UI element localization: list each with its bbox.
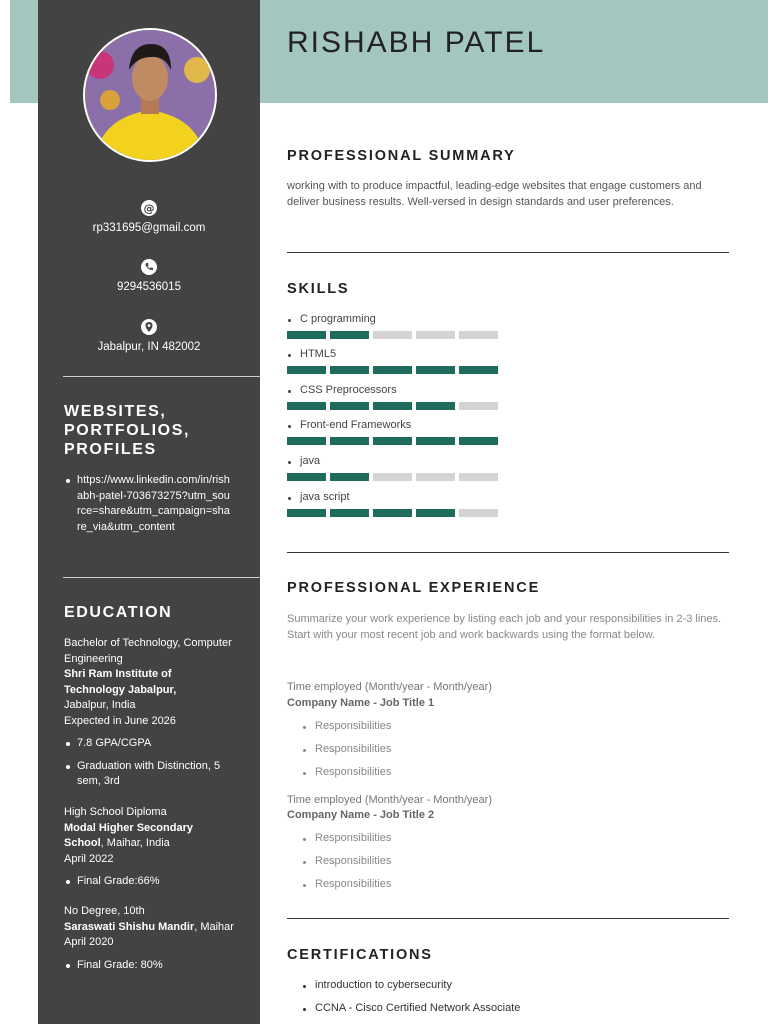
education-bullet: Final Grade:66% — [64, 874, 224, 890]
section-divider — [287, 252, 729, 253]
experience-heading: PROFESSIONAL EXPERIENCE — [287, 580, 541, 596]
education-bullet: 7.8 GPA/CGPA — [64, 736, 234, 752]
job-responsibility: Responsibilities — [302, 832, 391, 844]
skill-level-segment — [373, 437, 412, 445]
job-responsibility: Responsibilities — [302, 766, 391, 778]
skill-level-bar — [287, 473, 517, 481]
skill-level-segment — [330, 437, 369, 445]
skill-level-segment — [416, 402, 455, 410]
degree: No Degree, 10th — [64, 905, 145, 917]
skill-level-segment — [330, 509, 369, 517]
education-date: April 2020 — [64, 936, 114, 948]
contact-location — [38, 319, 260, 353]
job-time: Time employed (Month/year - Month/year) — [287, 794, 492, 806]
phone-text: 9294536015 — [117, 281, 181, 293]
certification-item: CCNA - Cisco Certified Network Associate — [302, 1002, 520, 1014]
skill-level-bar — [287, 331, 517, 339]
skill-level-segment — [459, 437, 498, 445]
education-heading: EDUCATION — [64, 604, 173, 621]
school-location: Jabalpur, India — [64, 699, 136, 711]
skill-level-segment — [459, 402, 498, 410]
certification-item: introduction to cybersecurity — [302, 979, 452, 991]
education-entry-2 — [64, 805, 224, 890]
job-title: Company Name - Job Title 2 — [287, 809, 435, 821]
skill-level-segment — [416, 509, 455, 517]
school-name: Saraswati Shishu Mandir — [64, 920, 195, 933]
skill-level-segment — [330, 366, 369, 374]
education-bullet: Graduation with Distinction, 5 sem, 3rd — [64, 759, 234, 790]
skill-level-segment — [373, 331, 412, 339]
skill-label: CSS Preprocessors — [287, 384, 517, 398]
skill-item — [287, 313, 517, 339]
job-responsibility: Responsibilities — [302, 855, 391, 867]
websites-heading: WEBSITES, PORTFOLIOS, PROFILES — [64, 403, 191, 458]
degree: Bachelor of Technology, Computer Engineering — [64, 637, 232, 665]
school-name: Shri Ram Institute of Technology Jabalpur — [64, 668, 174, 696]
skill-level-segment — [459, 366, 498, 374]
summary-heading: PROFESSIONAL SUMMARY — [287, 148, 516, 164]
school-location: , Maihar, India — [100, 837, 170, 849]
section-divider — [287, 918, 729, 919]
skill-level-segment — [287, 437, 326, 445]
skill-level-segment — [330, 402, 369, 410]
skills-heading: SKILLS — [287, 281, 350, 297]
profile-photo — [83, 28, 217, 162]
sidebar-divider — [63, 376, 260, 377]
email-text[interactable]: rp331695@gmail.com — [92, 222, 206, 234]
skill-level-segment — [330, 331, 369, 339]
section-divider — [287, 552, 729, 553]
skill-level-segment — [459, 509, 498, 517]
school-name: Modal Higher Secondary School — [64, 821, 193, 849]
skill-level-segment — [373, 473, 412, 481]
skill-level-segment — [416, 366, 455, 374]
skill-level-segment — [416, 437, 455, 445]
job-responsibility: Responsibilities — [302, 743, 391, 755]
skill-item — [287, 419, 517, 445]
skill-item — [287, 384, 517, 410]
summary-text: working with to produce impactful, leading-edge websites that engage customers and deliver business results. Well-versed in design standards and user preferences. — [287, 180, 702, 208]
job-title: Company Name - Job Title 1 — [287, 697, 435, 709]
contact-email — [38, 200, 260, 234]
sidebar-divider — [63, 577, 260, 578]
job-time: Time employed (Month/year - Month/year) — [287, 681, 492, 693]
skill-level-bar — [287, 509, 517, 517]
education-date: April 2022 — [64, 852, 114, 865]
skill-level-segment — [373, 509, 412, 517]
experience-intro: Summarize your work experience by listing each job and your responsibilities in 2-3 lines. Start with your most recent job and work backwards using the format below. — [287, 613, 722, 641]
svg-text:@: @ — [143, 202, 155, 215]
location-pin-icon — [141, 319, 157, 335]
skill-label: java — [287, 455, 517, 469]
skill-level-segment — [330, 473, 369, 481]
certifications-heading: CERTIFICATIONS — [287, 947, 433, 963]
phone-icon — [141, 259, 157, 275]
location-text: Jabalpur, IN 482002 — [97, 341, 201, 353]
candidate-name: RISHABH PATEL — [287, 26, 546, 59]
skill-item — [287, 491, 517, 517]
job-responsibility: Responsibilities — [302, 878, 391, 890]
skill-level-segment — [287, 473, 326, 481]
skill-label: java script — [287, 491, 517, 505]
skill-level-bar — [287, 402, 517, 410]
email-icon — [141, 200, 157, 216]
skill-label: Front-end Frameworks — [287, 419, 517, 433]
skill-label: C programming — [287, 313, 517, 327]
education-date: Expected in June 2026 — [64, 714, 176, 727]
skill-item — [287, 455, 517, 481]
skill-label: HTML5 — [287, 348, 517, 362]
skill-item — [287, 348, 517, 374]
skill-level-segment — [287, 331, 326, 339]
skill-level-segment — [287, 509, 326, 517]
skill-level-segment — [416, 473, 455, 481]
skill-level-segment — [416, 331, 455, 339]
skill-level-segment — [287, 402, 326, 410]
skill-level-segment — [373, 366, 412, 374]
skill-level-segment — [373, 402, 412, 410]
contact-phone — [38, 259, 260, 293]
skill-level-bar — [287, 437, 517, 445]
skill-level-bar — [287, 366, 517, 374]
skill-level-segment — [459, 331, 498, 339]
skill-level-segment — [459, 473, 498, 481]
education-entry-3 — [64, 904, 234, 973]
school-location: , Maihar — [194, 920, 234, 933]
sidebar — [38, 0, 260, 1024]
linkedin-link[interactable]: https://www.linkedin.com/in/rishabh-patel-703673275?utm_source=share&utm_campaign=share_via&utm_content — [64, 473, 232, 535]
education-bullet: Final Grade: 80% — [64, 958, 234, 974]
job-responsibility: Responsibilities — [302, 720, 391, 732]
degree: High School Diploma — [64, 806, 167, 818]
education-entry-1: Bachelor of Technology, Computer Engineering Shri Ram Institute of Technology Jabalpur, Jabalpur, India Expected in June 2026 7.8 GPA/CGPA Graduation with Distinction, 5 sem, 3rd — [64, 636, 234, 790]
skill-level-segment — [287, 366, 326, 374]
